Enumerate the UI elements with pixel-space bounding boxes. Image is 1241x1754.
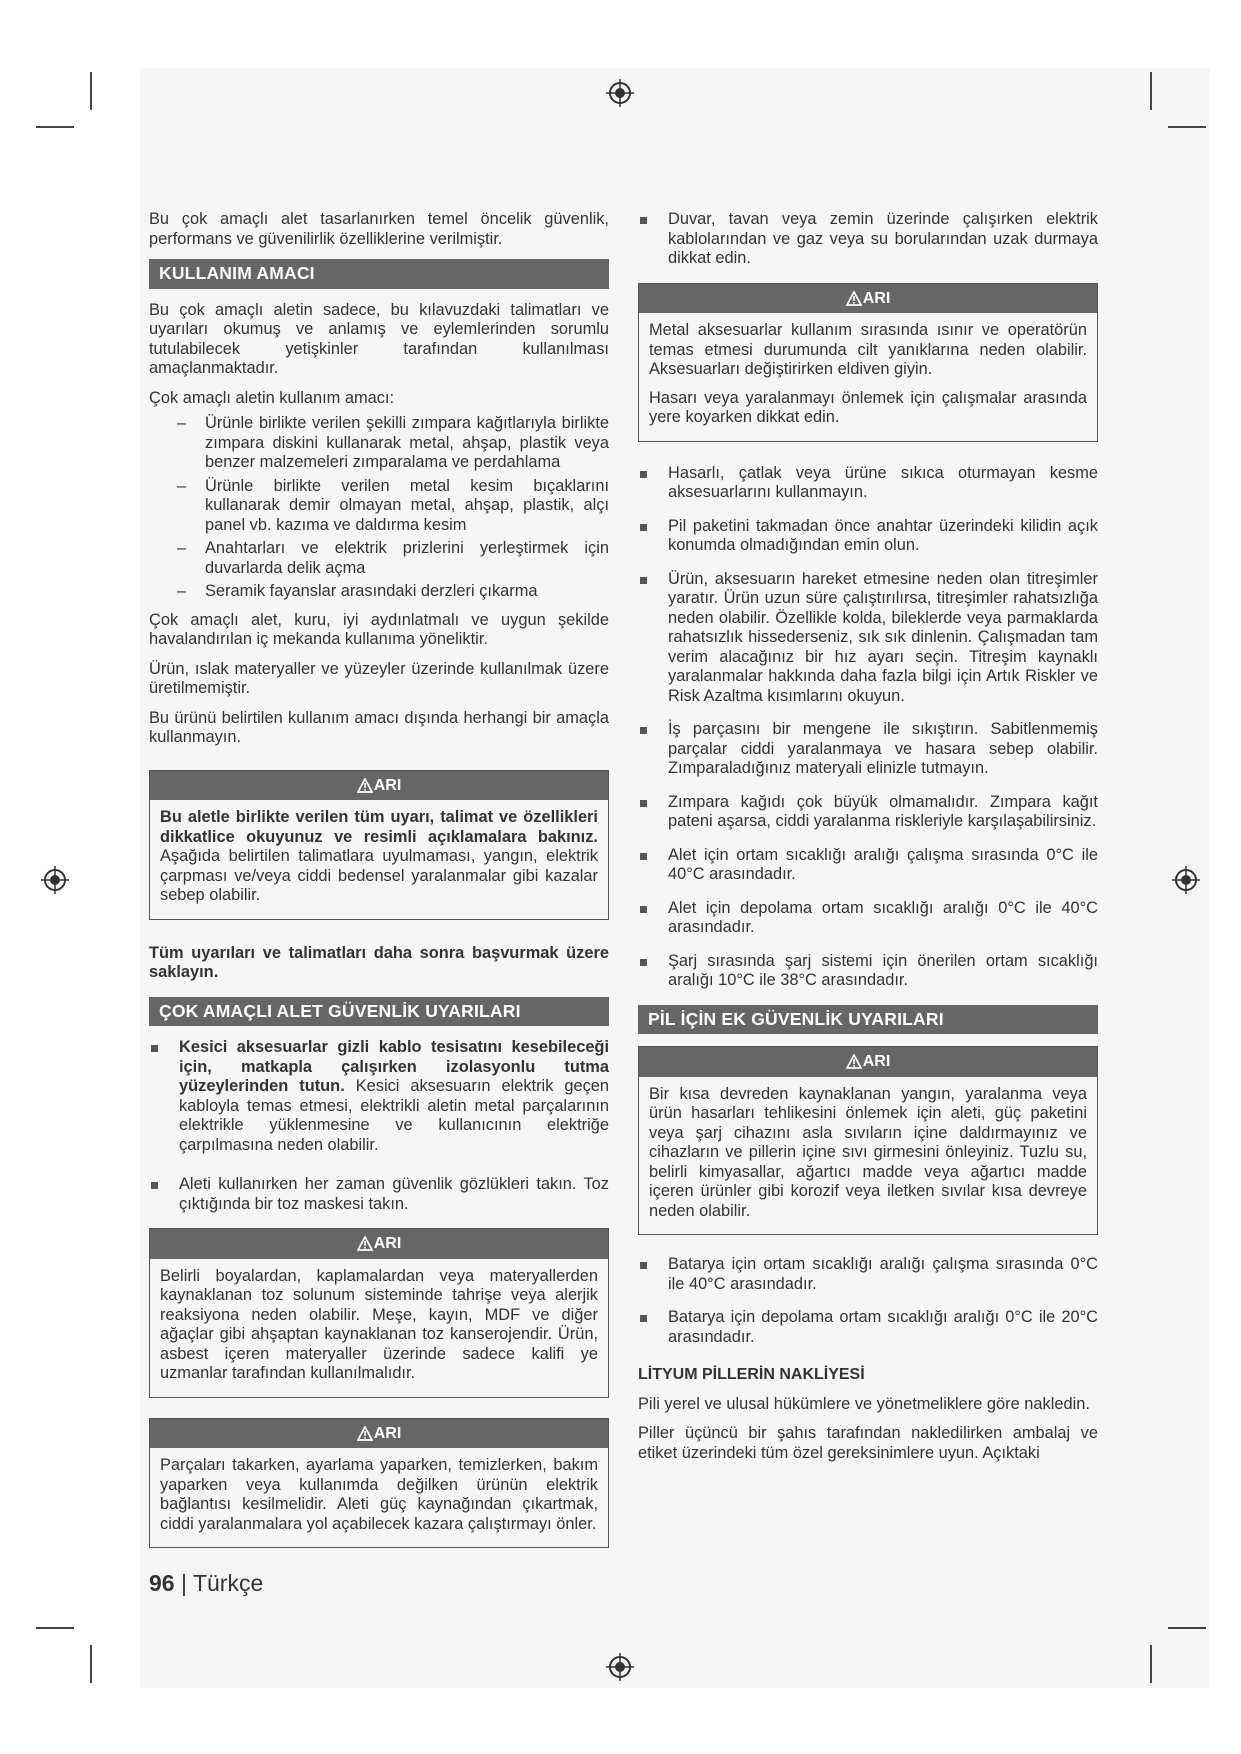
crop-mark bbox=[90, 1645, 92, 1683]
registration-mark-icon bbox=[40, 865, 70, 895]
left-column bbox=[149, 210, 609, 1568]
warning-text: Aşağıda belirtilen talimatlara uyulmaması, yangın, elektrik çarpması ve/veya ciddi bedensel yaralanmalar gibi kazalar sebep olabilir. bbox=[160, 847, 598, 904]
list-item: Aleti kullanırken her zaman güvenlik gözlükleri takın. Toz çıktığında bir toz maskesi takın. bbox=[179, 1175, 609, 1213]
list-item: – Ürünle birlikte verilen metal kesim bıçaklarını kullanarak demir olmayan metal, ahşap, plastik, alçı panel vb. kazıma ve daldırma kesim bbox=[205, 477, 609, 536]
warning-header bbox=[639, 284, 1097, 314]
warning-label: ARI bbox=[862, 1053, 891, 1070]
crop-mark bbox=[90, 72, 92, 110]
warning-header bbox=[150, 1229, 608, 1259]
warning-header bbox=[150, 771, 608, 801]
kullanim-paragraph: Çok amaçlı aletin kullanım amacı: bbox=[149, 388, 395, 407]
list-item: – Anahtarları ve elektrik prizlerini yerleştirmek için duvarlarda delik açma bbox=[205, 539, 609, 578]
warning-text: Belirli boyalardan, kaplamalardan veya materyallerden kaynaklanan toz solunum sisteminde tahrişe veya alerjik reaksiyona neden olabilir. Meşe, kayın, MDF ve diğer ağaçlar gibi ahşaptan kaynaklanan toz kanserojendir. Ürün, asbest içeren materyaller üzerinde sadece kalifi ye uzmanlar tarafından kullanılmalıdır. bbox=[160, 1266, 598, 1382]
warning-triangle-icon bbox=[357, 1426, 373, 1441]
warning-triangle-icon bbox=[357, 1236, 373, 1251]
list-item: Hasarlı, çatlak veya ürüne sıkıca oturmayan kesme aksesuarlarını kullanmayın. bbox=[668, 463, 1098, 501]
list-item: Pil paketini takmadan önce anahtar üzerindeki kilidin açık konumda olmadığından emin olun. bbox=[668, 516, 1098, 554]
section-heading-guvenlik: ÇOK AMAÇLI ALET GÜVENLİK UYARILARI bbox=[149, 997, 609, 1027]
list-item: – Ürünle birlikte verilen şekilli zımpara kağıtlarıyla birlikte zımpara diskini kullanarak metal, ahşap, plastik veya benzer malzemeleri zımparalama ve perdahlama bbox=[205, 414, 609, 473]
page-number: 96 bbox=[149, 1570, 175, 1596]
warning-header bbox=[150, 1419, 608, 1449]
warning-triangle-icon bbox=[357, 778, 373, 793]
crop-mark bbox=[1168, 1627, 1206, 1629]
warning-triangle-icon bbox=[846, 291, 862, 306]
purpose-list bbox=[149, 414, 609, 602]
warning-text: Metal aksesuarlar kullanım sırasında ısınır ve operatörün temas etmesi durumunda cilt yanıklarına neden olabilir. Aksesuarları değiştirirken eldiven giyin. bbox=[649, 321, 1087, 378]
list-item: Zımpara kağıdı çok büyük olmamalıdır. Zımpara kağıt pateni aşarsa, ciddi yaralanma riskleriyle karşılaşabilirsiniz. bbox=[668, 792, 1098, 830]
warning-text: Bir kısa devreden kaynaklanan yangın, yaralanma veya ürün hasarları tehlikesini önlemek için aleti, güç paketini veya şarj cihazını asla sıvıların içine daldırmayınız ve cihazların ve pillerin içine sıvı girmesini önleyiniz. Tuzlu su, belirli kimyasallar, ağartıcı madde veya ağartıcı madde içeren ürünler gibi korozif veya iletken sıvılar kısa devreye neden olabilir. bbox=[649, 1084, 1087, 1220]
safety-list bbox=[149, 1038, 609, 1214]
safety-list bbox=[638, 210, 1098, 269]
kullanim-paragraph: Bu çok amaçlı aletin sadece, bu kılavuzdaki talimatları ve uyarıları okumuş ve anlamış ve eylemlerinden sorumlu tutulabilecek yetişkinler tarafından kullanılması amaçlanmaktadır. bbox=[149, 300, 609, 377]
subheading-lityum: LİTYUM PİLLERİN NAKLİYESİ bbox=[638, 1366, 865, 1383]
warning-body bbox=[150, 1259, 608, 1397]
list-item: Şarj sırasında şarj sistemi için önerilen ortam sıcaklığı aralığı 10°C ile 38°C arasındadır. bbox=[668, 951, 1098, 989]
warning-box bbox=[149, 1228, 609, 1398]
battery-list bbox=[638, 1255, 1098, 1347]
warning-text: Hasarı veya yaralanmayı önlemek için çalışmalar arasında yere koyarken dikkat edin. bbox=[649, 388, 1087, 426]
warning-header bbox=[639, 1047, 1097, 1077]
list-item: – Seramik fayanslar arasındaki derzleri çıkarma bbox=[205, 582, 609, 602]
lityum-paragraph: Pili yerel ve ulusal hükümlere ve yönetmeliklere göre nakledin. bbox=[638, 1394, 1090, 1413]
kullanim-paragraph: Ürün, ıslak materyaller ve yüzeyler üzerinde kullanılmak üzere üretilmemiştir. bbox=[149, 659, 609, 697]
warning-box bbox=[149, 770, 609, 920]
warning-body bbox=[150, 800, 608, 919]
list-item: Batarya için depolama ortam sıcaklığı aralığı 0°C ile 20°C arasındadır. bbox=[668, 1308, 1098, 1346]
crop-mark bbox=[36, 126, 74, 128]
warning-box bbox=[638, 283, 1098, 442]
list-item: Batarya için ortam sıcaklığı aralığı çalışma sırasında 0°C ile 40°C arasındadır. bbox=[668, 1255, 1098, 1293]
list-item bbox=[179, 1038, 609, 1155]
list-item: Duvar, tavan veya zemin üzerinde çalışırken elektrik kablolarından ve gaz veya su borularından uzak durmaya dikkat edin. bbox=[668, 210, 1098, 267]
keep-note: Tüm uyarıları ve talimatları daha sonra başvurmak üzere saklayın. bbox=[149, 943, 609, 981]
warning-label: ARI bbox=[373, 1235, 402, 1252]
footer-separator: | bbox=[174, 1570, 193, 1596]
crop-mark bbox=[1150, 1645, 1152, 1683]
warning-body bbox=[639, 1077, 1097, 1235]
list-item: Alet için depolama ortam sıcaklığı aralığı 0°C ile 40°C arasındadır. bbox=[668, 898, 1098, 936]
warning-triangle-icon bbox=[846, 1054, 862, 1069]
warning-label: ARI bbox=[862, 289, 891, 307]
warning-label: ARI bbox=[373, 776, 402, 794]
list-item: Ürün, aksesuarın hareket etmesine neden olan titreşimler yaratır. Ürün uzun süre çalıştırılırsa, titreşimler rahatsızlığa neden olabilir. Özellikle kolda, bileklerde veya parmaklarda rahatsızlık hissederseniz, sık sık dinlenin. Çalışmadan tam verim alacağınız bir hız ayarı seçin. Titreşim kaynaklı yaralanmalar hakkında daha fazla bilgi için Artık Riskler ve Risk Azaltma kısımlarını okuyun. bbox=[668, 569, 1098, 705]
warning-body bbox=[639, 313, 1097, 441]
list-item: Alet için ortam sıcaklığı aralığı çalışma sırasında 0°C ile 40°C arasındadır. bbox=[668, 845, 1098, 883]
registration-mark-icon bbox=[605, 1652, 635, 1682]
lityum-paragraph: Piller üçüncü bir şahıs tarafından nakledilirken ambalaj ve etiket üzerindeki tüm özel gereksinimlere uyun. Açıktaki bbox=[638, 1424, 1098, 1462]
crop-mark bbox=[1168, 126, 1206, 128]
kullanim-paragraph: Bu ürünü belirtilen kullanım amacı dışında herhangi bir amaçla kullanmayın. bbox=[149, 708, 609, 746]
page-footer bbox=[149, 1570, 263, 1597]
warning-label: ARI bbox=[373, 1424, 402, 1442]
crop-mark bbox=[1150, 72, 1152, 110]
footer-language: Türkçe bbox=[192, 1570, 264, 1596]
list-item: İş parçasını bir mengene ile sıkıştırın. Sabitlenmemiş parçalar ciddi yaralanmaya ve hasara sebep olabilir. Zımparaladığınız materyali elinizle tutmayın. bbox=[668, 720, 1098, 777]
kullanim-paragraph: Çok amaçlı alet, kuru, iyi aydınlatmalı ve uygun şekilde havalandırılan iç mekanda kullanıma yöneliktir. bbox=[149, 610, 609, 648]
section-heading-kullanim: KULLANIM AMACI bbox=[149, 259, 609, 289]
crop-mark bbox=[36, 1627, 74, 1629]
safety-list bbox=[638, 464, 1098, 991]
registration-mark-icon bbox=[605, 78, 635, 108]
safety-bold-text: Kesici aksesuarlar gizli kablo tesisatını kesebileceği için, matkapla çalışırken izolasyonlu tutma yüzeylerinden tutun. bbox=[179, 1038, 609, 1095]
right-column bbox=[638, 210, 1098, 1473]
warning-body bbox=[150, 1448, 608, 1547]
warning-bold-text: Bu aletle birlikte verilen tüm uyarı, talimat ve özellikleri dikkatlice okuyunuz ve resimli açıklamalara bakınız. bbox=[160, 808, 598, 846]
warning-box bbox=[638, 1046, 1098, 1235]
warning-text: Parçaları takarken, ayarlama yaparken, temizlerken, bakım yaparken veya kullanımda değilken ürünün elektrik bağlantısı kesilmelidir. Aleti güç kaynağından çıkartmak, ciddi yaralanmalara yol açabilecek kazara çalıştırmayı önler. bbox=[160, 1456, 598, 1533]
registration-mark-icon bbox=[1171, 865, 1201, 895]
warning-box bbox=[149, 1418, 609, 1549]
section-heading-pil: PİL İÇİN EK GÜVENLİK UYARILARI bbox=[638, 1005, 1098, 1035]
intro-text: Bu çok amaçlı alet tasarlanırken temel öncelik güvenlik, performans ve güvenilirlik özelliklerine verilmiştir. bbox=[149, 210, 609, 248]
safety-text: Kesici aksesuarın elektrik geçen kabloyla temas etmesi, elektrikli aletin metal parçalarının elektrikle yüklenmesine ve kullanıcının elektriğe çarpılmasına neden olabilir. bbox=[179, 1077, 609, 1154]
